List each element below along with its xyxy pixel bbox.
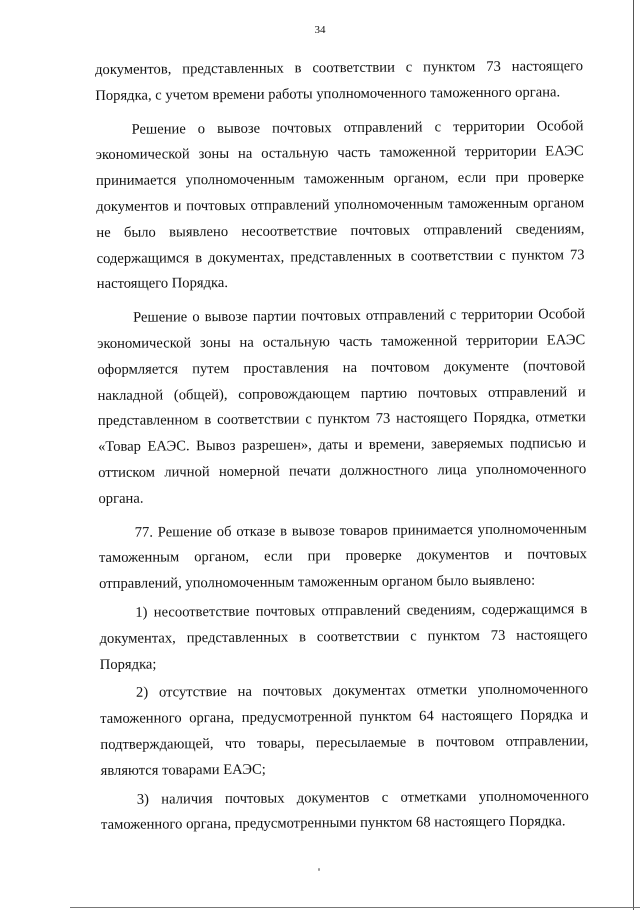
paragraph-refusal: 77. Решение об отказе в вывозе товаров принимается уполномоченным таможенным органом, если при проверке документов и почтовых отправлений, уполномоченным таможенным органом было выявлено: xyxy=(98,520,587,593)
paragraph-decision-batch: Решение о вывозе партии почтовых отправлений с территории Особой экономической зоны на остальную часть таможенной территории ЕАЭС оформляется путем проставления на почтовом документе (почтовой накладной (общей), сопровождающем партию почтовых отправлений и представленном в соответствии с пунктом 73 настоящего Порядка, отметки «Товар ЕАЭС. Вывоз разрешен», даты и времени, заверяемых подписью и оттиском личной номерной печати должностного лица уполномоченного органа. xyxy=(97,306,587,507)
list-item-3: 3) наличия почтовых документов с отметками уполномоченного таможенного органа, предусмотренными пунктом 68 настоящего Порядка. xyxy=(100,787,589,834)
page-number: 34 xyxy=(314,24,326,36)
paragraph-continuation: документов, представленных в соответствии с пунктом 73 настоящего Порядка, с учетом времени работы уполномоченного таможенного органа. xyxy=(95,58,584,104)
list-item-1: 1) несоответствие почтовых отправлений сведениям, содержащимся в документах, представленных в соответствии с пунктом 73 настоящего Порядка; xyxy=(99,601,588,673)
scan-speck xyxy=(318,868,320,871)
paragraph-decision-export: Решение о вывозе почтовых отправлений с территории Особой экономической зоны на остальную часть таможенной территории ЕАЭС принимается уполномоченным таможенным органом, если при проверке документов и почтовых отправлений уполномоченным таможенным органом не было выявлено несоответствие почтовых отправлений сведениям, содержащимся в документах, представленных в соответствии с пунктом 73 настоящего Порядка. xyxy=(95,117,585,293)
document-body xyxy=(95,54,589,839)
list-item-2: 2) отсутствие на почтовых документах отметки уполномоченного таможенного органа, предусмотренной пунктом 64 настоящего Порядка и подтверждающей, что товары, пересылаемые в почтовом отправлении, являются товарами ЕАЭС; xyxy=(100,681,589,779)
page-edge-right xyxy=(633,0,634,910)
page-edge-bottom xyxy=(70,907,640,908)
